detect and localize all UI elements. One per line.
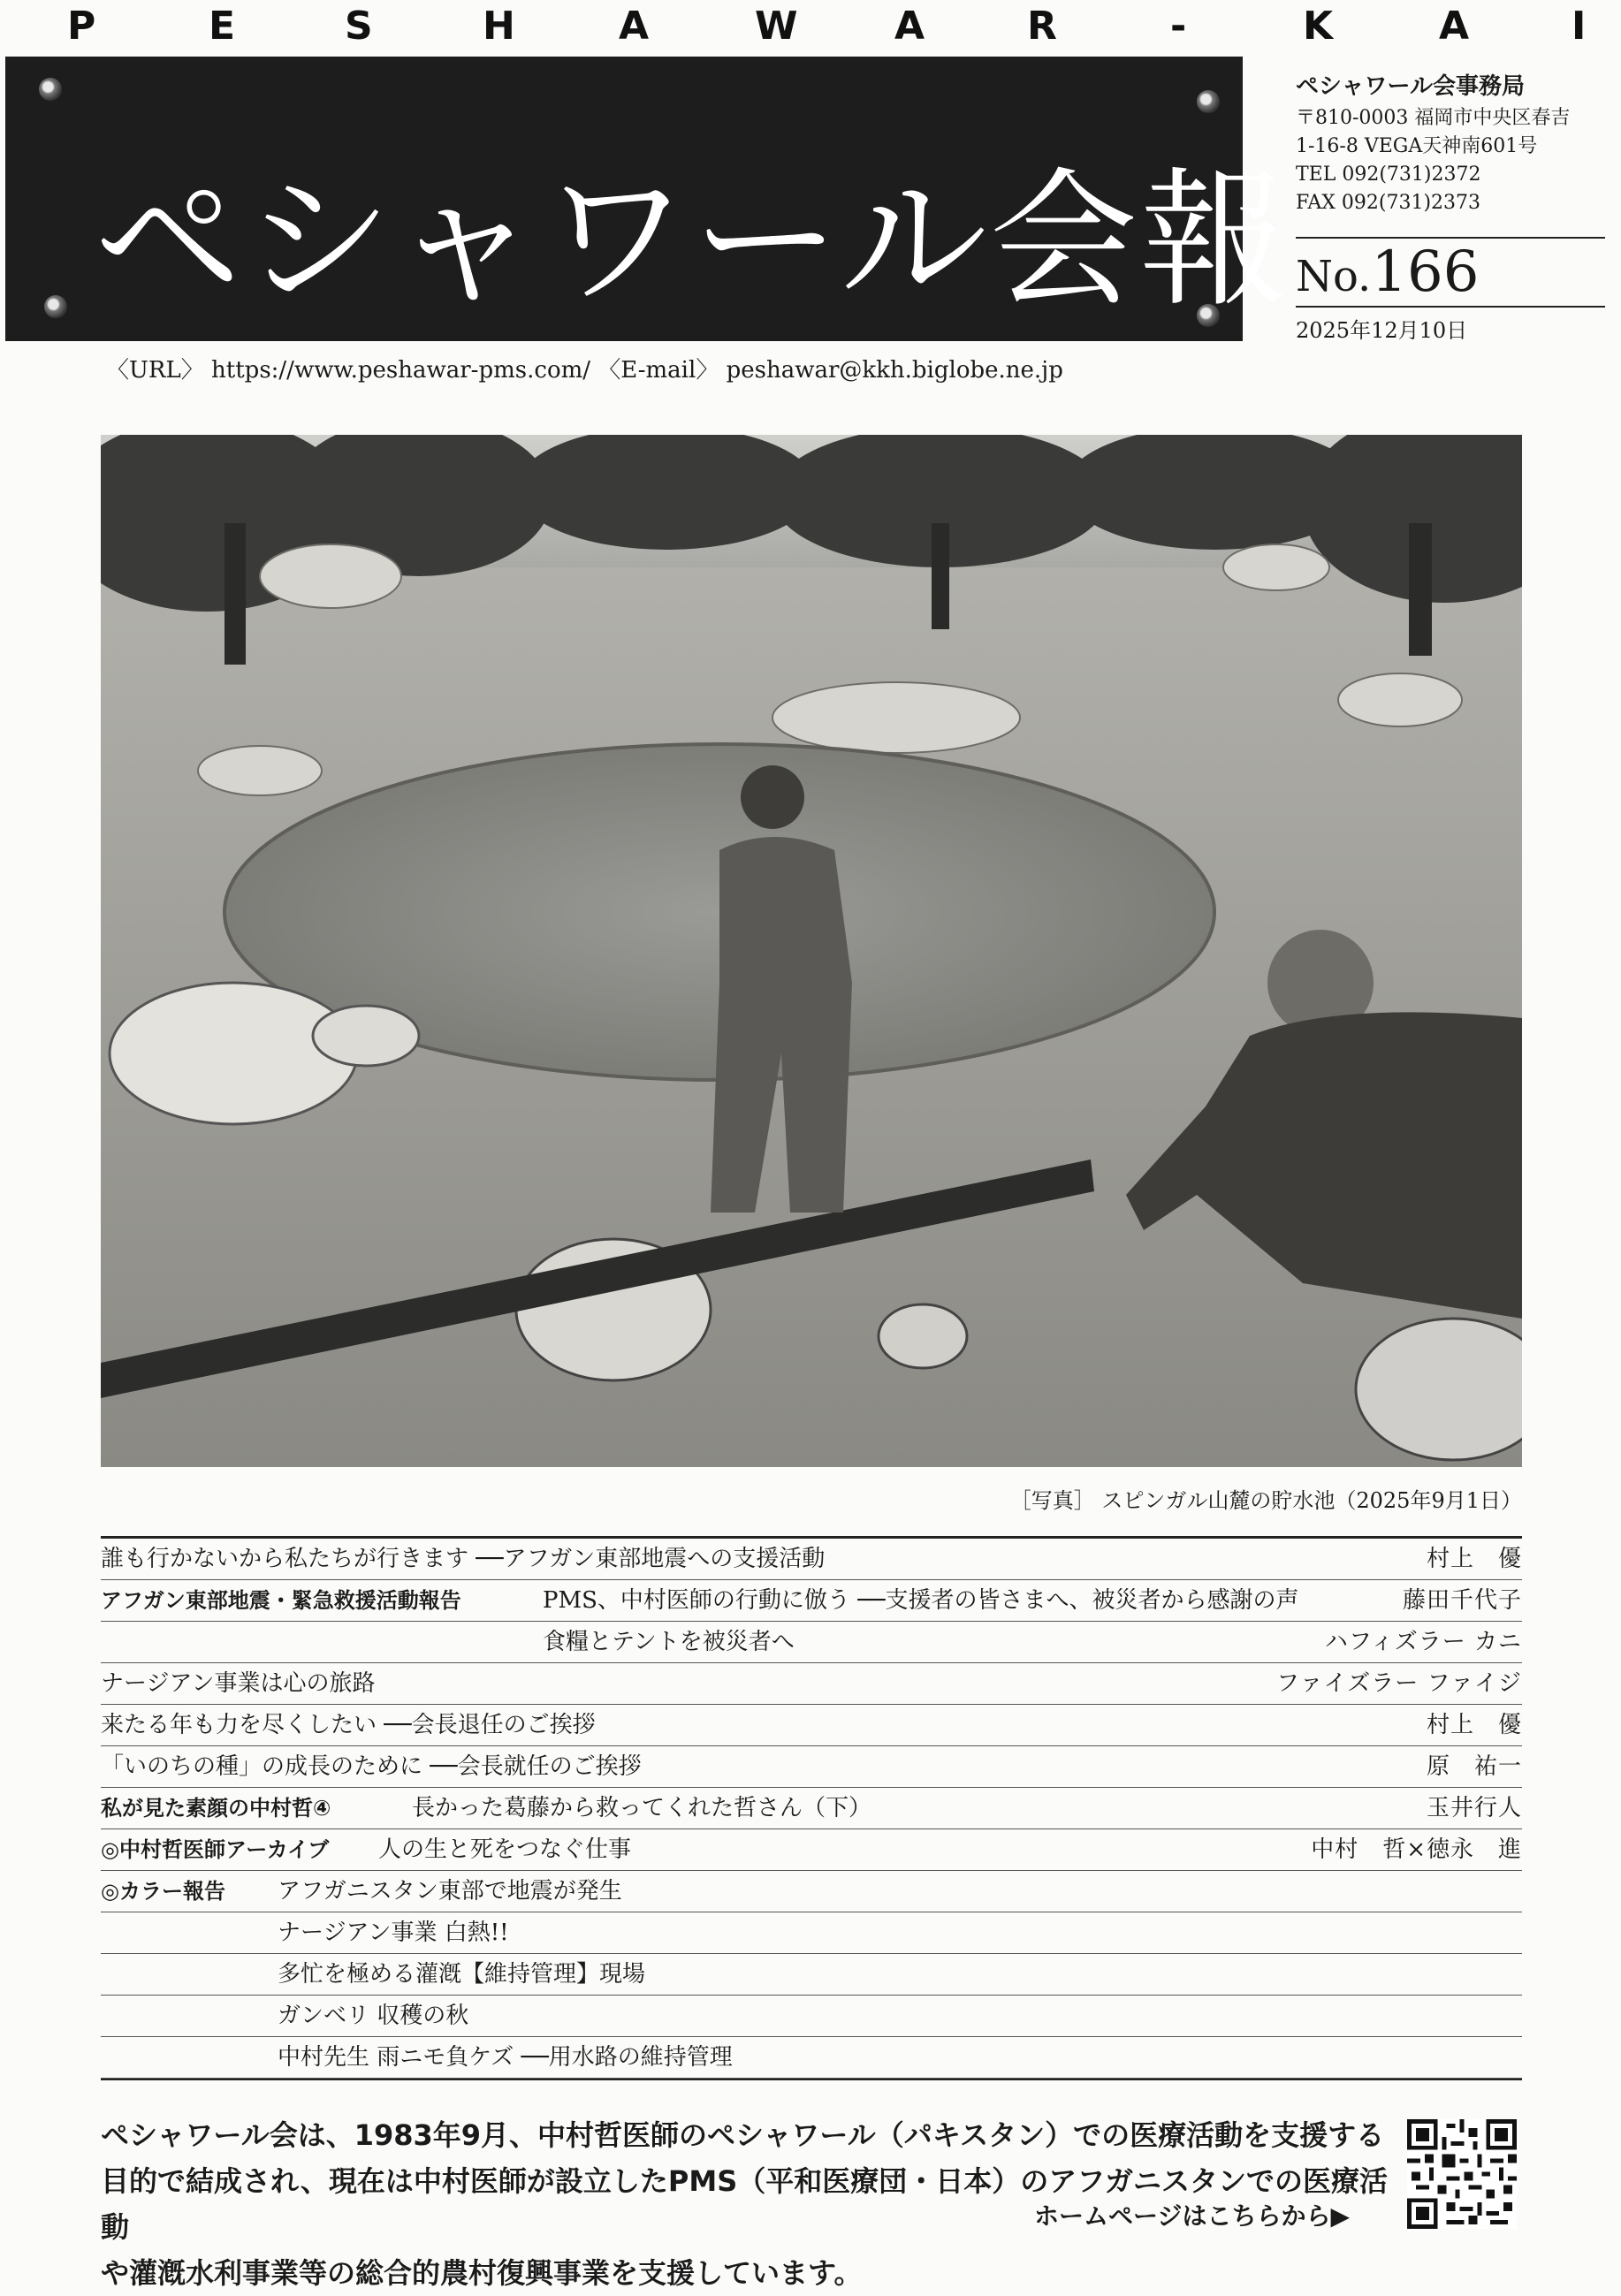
cover-photo-illustration [101, 435, 1522, 1467]
toc-title: 人の生と死をつなぐ仕事 [378, 1836, 632, 1863]
toc-row[interactable] [101, 1996, 1522, 2037]
website-link[interactable]: https://www.peshawar-pms.com/ [211, 357, 591, 384]
toc-author: 玉井行人 [1426, 1795, 1522, 1821]
toc-category: ◎カラー報告 [101, 1879, 225, 1904]
toc-category: 私が見た素顔の中村哲④ [101, 1796, 331, 1821]
toc-category: ◎中村哲医師アーカイブ [101, 1837, 330, 1862]
office-fax: FAX 092(731)2373 [1296, 192, 1481, 214]
toc-author: 中村 哲×徳永 進 [1311, 1836, 1522, 1863]
toc-author: ハフィズラー カニ [1324, 1629, 1522, 1655]
toc-author: 藤田千代子 [1402, 1587, 1522, 1614]
masthead-letter: - [1170, 4, 1187, 49]
qr-code-icon[interactable] [1407, 2119, 1517, 2229]
toc-title: 「いのちの種」の成長のために ──会長就任のご挨拶 [101, 1753, 642, 1780]
toc-title: 長かった葛藤から救ってくれた哲さん（下） [412, 1795, 872, 1821]
toc-row[interactable] [101, 1788, 1522, 1829]
issue-number [1296, 239, 1479, 310]
toc-title: ナージアン事業 白熱!! [278, 1920, 509, 1946]
homepage-link[interactable]: ホームページはこちらから▶ [1034, 2201, 1350, 2231]
masthead-letter: K [1303, 4, 1334, 49]
title-band [5, 57, 1290, 341]
toc-row[interactable] [101, 1912, 1522, 1954]
toc-title: 多忙を極める灌漑【維持管理】現場 [278, 1961, 646, 1988]
toc-author: ファイズラー ファイジ [1276, 1670, 1522, 1697]
email-link[interactable]: peshawar@kkh.biglobe.ne.jp [726, 357, 1063, 384]
rivet-icon [1197, 90, 1220, 113]
rivet-icon [44, 295, 67, 318]
office-address: 1-16-8 VEGA天神南601号 [1296, 135, 1538, 157]
publication-title: ペシャワール会報 [94, 154, 1290, 327]
divider [1296, 306, 1605, 308]
masthead-letter: H [483, 4, 515, 49]
issue-date: 2025年12月10日 [1296, 318, 1468, 343]
toc-title: ガンベリ 収穫の秋 [278, 2003, 469, 2029]
toc-row[interactable] [101, 1580, 1522, 1622]
toc-row[interactable] [101, 1622, 1522, 1663]
toc-author: 村上 優 [1426, 1546, 1522, 1572]
masthead-letter: A [1439, 4, 1470, 49]
masthead-letter: S [345, 4, 373, 49]
photo-caption: ［写真］ スピンガル山麓の貯水池（2025年9月1日） [1009, 1488, 1522, 1513]
toc-row[interactable] [101, 2037, 1522, 2079]
masthead-letter: A [894, 4, 925, 49]
url-label: 〈URL〉 [106, 357, 204, 384]
about-line: や灌漑水利事業等の総合的農村復興事業を支援しています。 [101, 2256, 863, 2290]
toc-title: 来たる年も力を尽くしたい ──会長退任のご挨拶 [101, 1712, 596, 1738]
toc-title: 中村先生 雨ニモ負ケズ ──用水路の維持管理 [278, 2044, 733, 2071]
office-postal: 〒810-0003 福岡市中央区春吉 [1296, 107, 1571, 129]
toc-title: ナージアン事業は心の旅路 [101, 1670, 376, 1697]
office-tel: TEL 092(731)2372 [1296, 163, 1481, 186]
toc-category: アフガン東部地震・緊急救援活動報告 [101, 1588, 461, 1613]
toc-row[interactable] [101, 1705, 1522, 1746]
contact-line [106, 352, 1063, 384]
issue-number-value: 166 [1371, 239, 1480, 305]
about-line: ペシャワール会は、1983年9月、中村哲医師のペシャワール（パキスタン）での医療活動を支援する [101, 2118, 1385, 2152]
email-label: 〈E-mail〉 [597, 357, 719, 384]
masthead-letter: R [1027, 4, 1057, 49]
masthead-letter: A [619, 4, 650, 49]
masthead-letters [0, 4, 1621, 53]
about-line: 目的で結成され、現在は中村医師が設立したPMS（平和医療団・日本）のアフガニスタンでの医療活動 [101, 2164, 1388, 2244]
cover-photo [101, 435, 1522, 1467]
toc-row[interactable] [101, 1871, 1522, 1912]
masthead-letter: W [755, 4, 798, 49]
toc-title: 誰も行かないから私たちが行きます ──アフガン東部地震への支援活動 [101, 1546, 826, 1572]
toc-title: アフガニスタン東部で地震が発生 [278, 1878, 622, 1904]
toc-title: PMS、中村医師の行動に倣う ──支援者の皆さまへ、被災者から感謝の声 [543, 1587, 1299, 1614]
office-info [1296, 72, 1614, 217]
masthead-letter: I [1572, 4, 1587, 49]
masthead-letter: E [209, 4, 236, 49]
toc-row[interactable] [101, 1829, 1522, 1871]
rivet-icon [39, 78, 62, 101]
table-of-contents [101, 1536, 1522, 2080]
toc-row[interactable] [101, 1746, 1522, 1788]
office-name: ペシャワール会事務局 [1296, 73, 1525, 100]
toc-row[interactable] [101, 1954, 1522, 1996]
toc-row[interactable] [101, 1539, 1522, 1580]
masthead-letter: P [67, 4, 96, 49]
issue-prefix: No. [1296, 252, 1372, 301]
toc-author: 原 祐一 [1426, 1753, 1522, 1780]
toc-row[interactable] [101, 1663, 1522, 1705]
toc-author: 村上 優 [1426, 1712, 1522, 1738]
toc-title: 食糧とテントを被災者へ [543, 1629, 795, 1655]
